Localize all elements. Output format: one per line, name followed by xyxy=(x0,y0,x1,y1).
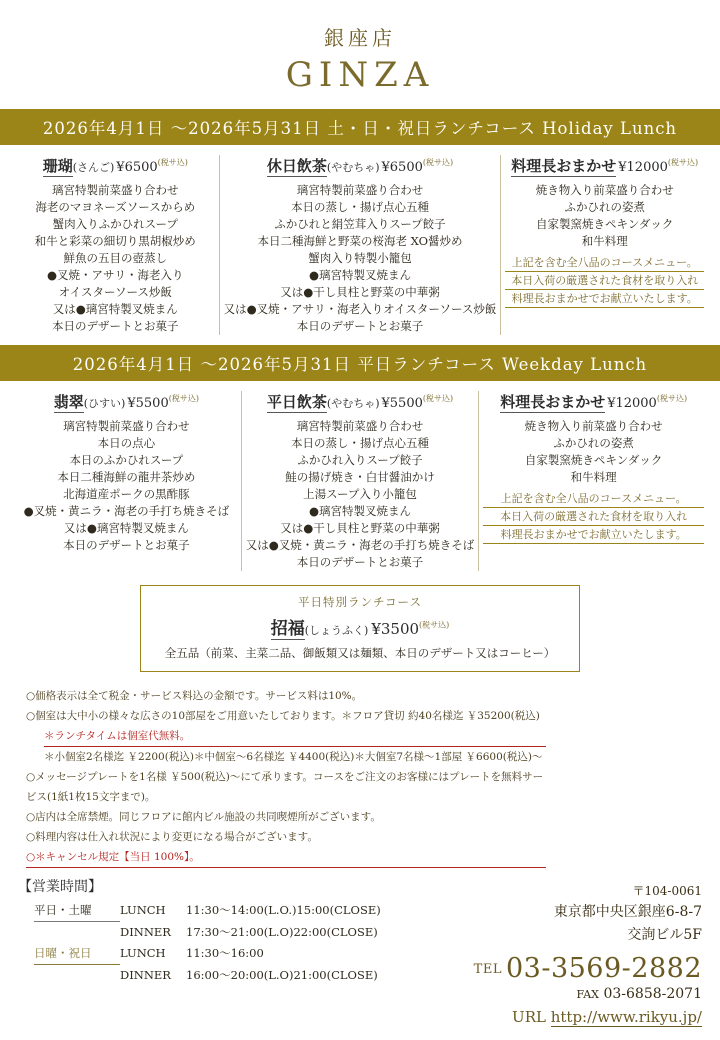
course-item: ●叉焼・アサリ・海老入り xyxy=(47,268,184,282)
course-kana: (やむちゃ) xyxy=(326,397,380,410)
course-title xyxy=(16,155,215,176)
notice-item: ○メッセージプレートを1名様 ￥500(税込)〜にて承ります。コースをご注文のお客様にはプレートを無料サービス(1紙1枚15文字まで)。 xyxy=(26,771,544,803)
course-item: 本日のデザートとお菓子 xyxy=(296,555,424,569)
hours-day xyxy=(34,922,120,943)
course-price: ¥12000 xyxy=(607,396,657,411)
address-line-1: 東京都中央区銀座6-8-7 xyxy=(553,904,702,920)
hours-meal: DINNER xyxy=(120,968,171,982)
notice-item: ○価格表示は全て税金・サービス料込の金額です。サービス料は10%。 xyxy=(26,690,363,702)
fax-label: FAX xyxy=(576,988,599,1001)
course-item: オイスターソース炒飯 xyxy=(58,285,172,299)
notice-list xyxy=(26,686,546,868)
course-item: 又は●叉焼・アサリ・海老入りオイスターソース炒飯 xyxy=(223,302,497,316)
course-item: ふかひれの姿煮 xyxy=(564,200,645,214)
course-name: 珊瑚 xyxy=(42,157,73,175)
course-title xyxy=(505,155,704,176)
course-column xyxy=(478,391,708,571)
course-item: 本日二種海鮮と野菜の桜海老 XO醤炒め xyxy=(257,234,463,248)
weekday-course-list xyxy=(0,381,720,571)
course-items xyxy=(483,418,704,486)
course-item: 本日の蒸し・揚げ点心五種 xyxy=(291,200,429,214)
course-item: 焼き物入り前菜盛り合わせ xyxy=(524,419,663,433)
special-course-name: 招福 xyxy=(270,619,305,639)
course-title xyxy=(246,391,475,412)
course-kana: (ひすい) xyxy=(83,397,126,410)
course-item: ●叉焼・黄ニラ・海老の手打ち焼きそば xyxy=(23,504,230,518)
course-item: 又は●叉焼・黄ニラ・海老の手打ち焼きそば xyxy=(245,538,475,552)
telephone[interactable] xyxy=(402,953,702,984)
course-note-line: 本日入荷の厳選された食材を取り入れ xyxy=(505,272,704,290)
hours-meal: DINNER xyxy=(120,925,171,939)
notice-item: ＊小個室2名様迄 ￥2200(税込)＊中個室〜6名様迄 ￥4400(税込)＊大個室7名様〜1部屋 ￥6600(税込)〜 xyxy=(44,751,543,763)
course-tax-note: (税サ込) xyxy=(656,394,688,403)
course-items xyxy=(246,418,475,571)
course-item: 自家製窯焼きペキンダック xyxy=(524,453,663,467)
course-price: ¥5500 xyxy=(381,396,423,411)
course-item: ●璃宮特製叉焼まん xyxy=(308,504,412,518)
business-hours-title: 【営業時間】 xyxy=(18,879,102,895)
hours-day xyxy=(34,965,120,986)
course-column xyxy=(219,155,501,335)
course-note xyxy=(483,490,704,544)
course-price: ¥12000 xyxy=(618,160,668,175)
course-tax-note: (税サ込) xyxy=(422,394,454,403)
course-item: 鮭の揚げ焼き・白甘醤油かけ xyxy=(285,470,435,484)
course-item: 北海道産ポークの黒酢豚 xyxy=(63,487,190,501)
course-item: 璃宮特製前菜盛り合わせ xyxy=(63,419,190,433)
postal-code: 〒104-0061 xyxy=(632,884,702,898)
special-course-box xyxy=(140,585,580,672)
course-item: 和牛と彩菜の細切り黒胡椒炒め xyxy=(34,234,196,248)
course-item: 又は●干し貝柱と野菜の中華粥 xyxy=(280,285,440,299)
course-note-line: 本日入荷の厳選された食材を取り入れ xyxy=(483,508,704,526)
notice-item: ○料理内容は仕入れ状況により変更になる場合がございます。 xyxy=(26,831,318,843)
course-column xyxy=(12,391,241,571)
course-note xyxy=(505,254,704,308)
notice-item: ○個室は大中小の様々な広さの10部屋をご用意いたしております。＊フロア貸切 約40名様迄 ￥35200(税込) xyxy=(26,710,540,722)
course-item: 又は●干し貝柱と野菜の中華粥 xyxy=(280,521,440,535)
brand-name-en: GINZA xyxy=(285,55,435,95)
special-course-tax-note: (税サ込) xyxy=(419,620,450,630)
special-course-section xyxy=(0,585,720,672)
course-item: 蟹肉入り特製小籠包 xyxy=(308,251,412,265)
course-item: 蟹肉入りふかひれスープ xyxy=(52,217,178,231)
holiday-lunch-band: 2026年4月1日 〜2026年5月31日 土・日・祝日ランチコース Holiday Lunch xyxy=(0,109,720,145)
course-items xyxy=(505,182,704,250)
course-kana: (さんご) xyxy=(72,161,115,174)
course-item: 上湯スープ入り小籠包 xyxy=(303,487,417,501)
hours-time: 17:30〜21:00(L.O)22:00(CLOSE) xyxy=(186,925,378,939)
course-price: ¥5500 xyxy=(127,396,169,411)
url-link[interactable]: http://www.rikyu.jp/ xyxy=(550,1008,702,1026)
course-item: 本日のデザートとお菓子 xyxy=(296,319,424,333)
course-title xyxy=(16,391,237,412)
contact-block xyxy=(402,882,702,1026)
special-course-label: 平日特別ランチコース xyxy=(298,595,422,609)
course-item: 焼き物入り前菜盛り合わせ xyxy=(535,183,674,197)
url-label: URL xyxy=(512,1008,546,1026)
course-item: 和牛料理 xyxy=(570,470,617,484)
notice-item-highlight: ○＊キャンセル規定【当日 100%】。 xyxy=(26,847,546,868)
course-item: 又は●璃宮特製叉焼まん xyxy=(63,521,189,535)
course-item: 和牛料理 xyxy=(581,234,628,248)
course-column xyxy=(500,155,708,335)
course-column xyxy=(12,155,219,335)
special-course-description: 全五品（前菜、主菜二品、御飯類又は麺類、本日のデザート又はコーヒー） xyxy=(164,646,556,660)
special-course-kana: (しょうふく) xyxy=(304,624,369,637)
course-note-line: 料理長おまかせでお献立いたします。 xyxy=(483,526,704,544)
holiday-course-list xyxy=(0,145,720,335)
course-price: ¥6500 xyxy=(381,160,423,175)
course-name: 休日飲茶 xyxy=(266,157,327,175)
course-item: 海老のマヨネーズソースからめ xyxy=(35,200,196,214)
course-item: 璃宮特製前菜盛り合わせ xyxy=(52,183,179,197)
hours-time: 16:00〜20:00(L.O)21:00(CLOSE) xyxy=(186,968,378,982)
course-item: 璃宮特製前菜盛り合わせ xyxy=(296,183,424,197)
course-title xyxy=(224,155,497,176)
address-line-2: 交詢ビル5F xyxy=(627,927,702,943)
course-note-line: 上記を含む全八品のコースメニュー。 xyxy=(505,254,704,272)
course-item: 鮮魚の五目の壺蒸し xyxy=(63,251,168,265)
telephone-number[interactable]: 03-3569-2882 xyxy=(505,953,702,984)
course-item: 本日の点心 xyxy=(97,436,156,450)
course-item: ふかひれの姿煮 xyxy=(553,436,634,450)
course-column xyxy=(241,391,479,571)
special-course-title xyxy=(151,614,569,639)
course-name: 料理長おまかせ xyxy=(500,393,606,411)
course-note-line: 上記を含む全八品のコースメニュー。 xyxy=(483,490,704,508)
course-item: 本日の蒸し・揚げ点心五種 xyxy=(291,436,429,450)
course-kana: (やむちゃ) xyxy=(326,161,380,174)
course-name: 翡翠 xyxy=(53,393,84,411)
course-item: 自家製窯焼きペキンダック xyxy=(535,217,674,231)
special-course-price: ¥3500 xyxy=(371,620,420,638)
website[interactable] xyxy=(402,1008,702,1026)
course-item: 本日のふかひれスープ xyxy=(69,453,184,467)
course-price: ¥6500 xyxy=(116,160,158,175)
course-tax-note: (税サ込) xyxy=(168,394,199,403)
course-items xyxy=(16,418,237,554)
hours-meal: LUNCH xyxy=(120,903,166,917)
hours-day: 日曜・祝日 xyxy=(34,943,120,965)
course-item: 又は●璃宮特製叉焼まん xyxy=(52,302,178,316)
hours-time: 11:30〜16:00 xyxy=(186,946,264,960)
fax xyxy=(402,986,702,1002)
course-item: 本日のデザートとお菓子 xyxy=(63,538,190,552)
course-tax-note: (税サ込) xyxy=(667,158,699,167)
fax-number: 03-6858-2071 xyxy=(603,986,702,1002)
hours-time: 11:30〜14:00(L.O.)15:00(CLOSE) xyxy=(186,903,381,917)
course-item: ふかひれ入りスープ餃子 xyxy=(297,453,423,467)
notice-item-highlight: ＊ランチタイムは個室代無料。 xyxy=(44,726,546,747)
course-note-line: 料理長おまかせでお献立いたします。 xyxy=(505,290,704,308)
course-item: 本日二種海鮮の龍井茶炒め xyxy=(57,470,196,484)
course-name: 平日飲茶 xyxy=(266,393,327,411)
course-tax-note: (税サ込) xyxy=(157,158,188,167)
hours-meal: LUNCH xyxy=(120,946,166,960)
course-item: ●璃宮特製叉焼まん xyxy=(308,268,412,282)
hours-day: 平日・土曜 xyxy=(34,900,120,922)
notice-item: ○店内は全席禁煙。同じフロアに館内ビル施設の共同喫煙所がございます。 xyxy=(26,811,381,823)
course-item: 璃宮特製前菜盛り合わせ xyxy=(296,419,424,433)
brand-header xyxy=(0,0,720,95)
weekday-lunch-band: 2026年4月1日 〜2026年5月31日 平日ランチコース Weekday Lunch xyxy=(0,345,720,381)
course-tax-note: (税サ込) xyxy=(422,158,454,167)
telephone-label: TEL xyxy=(473,962,502,977)
course-title xyxy=(483,391,704,412)
course-item: ふかひれと絹笠茸入りスープ餃子 xyxy=(274,217,446,231)
course-items xyxy=(224,182,497,335)
course-items xyxy=(16,182,215,335)
course-item: 本日のデザートとお菓子 xyxy=(52,319,179,333)
course-name: 料理長おまかせ xyxy=(511,157,617,175)
brand-name-jp: 銀座店 xyxy=(324,26,396,50)
